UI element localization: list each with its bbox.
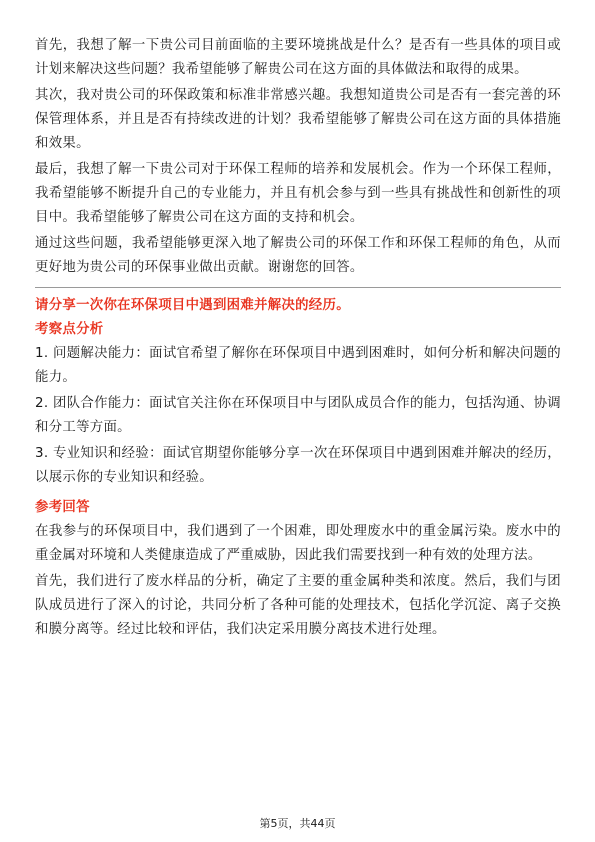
answer-heading: 参考回答 — [35, 500, 90, 515]
analysis-heading: 考察点分析 — [35, 322, 104, 337]
question-title: 请分享一次你在环保项目中遇到困难并解决的经历。 — [35, 298, 350, 313]
analysis-section — [35, 318, 561, 490]
section-divider — [35, 287, 561, 288]
intro-paragraph-4: 通过这些问题，我希望能够更深入地了解贵公司的环保工作和环保工程师的角色，从而更好地为贵公司的环保事业做出贡献。谢谢您的回答。 — [35, 236, 561, 275]
analysis-item-3: 3. 专业知识和经验：面试官期望你能够分享一次在环保项目中遇到困难并解决的经历，以展示你的专业知识和经验。 — [35, 446, 561, 485]
answer-paragraph-2: 首先，我们进行了废水样品的分析，确定了主要的重金属种类和浓度。然后，我们与团队成员进行了深入的讨论，共同分析了各种可能的处理技术，包括化学沉淀、离子交换和膜分离等。经过比较和评估，我们决定采用膜分离技术进行处理。 — [35, 574, 561, 637]
intro-paragraph-3: 最后，我想了解一下贵公司对于环保工程师的培养和发展机会。作为一个环保工程师，我希望能够不断提升自己的专业能力，并且有机会参与到一些具有挑战性和创新性的项目中。我希望能够了解贵公司在这方面的支持和机会。 — [35, 162, 561, 225]
answer-paragraph-1: 在我参与的环保项目中，我们遇到了一个困难，即处理废水中的重金属污染。废水中的重金属对环境和人类健康造成了严重威胁，因此我们需要找到一种有效的处理方法。 — [35, 524, 561, 563]
page-number-footer: 第5页，共44页 — [259, 817, 336, 830]
page-content — [35, 34, 561, 644]
analysis-item-2: 2. 团队合作能力：面试官关注你在环保项目中与团队成员合作的能力，包括沟通、协调和分工等方面。 — [35, 396, 561, 435]
answer-section — [35, 496, 561, 642]
intro-paragraph-1: 首先，我想了解一下贵公司目前面临的主要环境挑战是什么？是否有一些具体的项目或计划来解决这些问题？我希望能够了解贵公司在这方面的具体做法和取得的成果。 — [35, 38, 561, 77]
intro-paragraph-2: 其次，我对贵公司的环保政策和标准非常感兴趣。我想知道贵公司是否有一套完善的环保管理体系，并且是否有持续改进的计划？我希望能够了解贵公司在这方面的具体措施和效果。 — [35, 88, 561, 151]
intro-section — [35, 34, 561, 280]
analysis-item-1: 1. 问题解决能力：面试官希望了解你在环保项目中遇到困难时，如何分析和解决问题的能力。 — [35, 346, 561, 385]
